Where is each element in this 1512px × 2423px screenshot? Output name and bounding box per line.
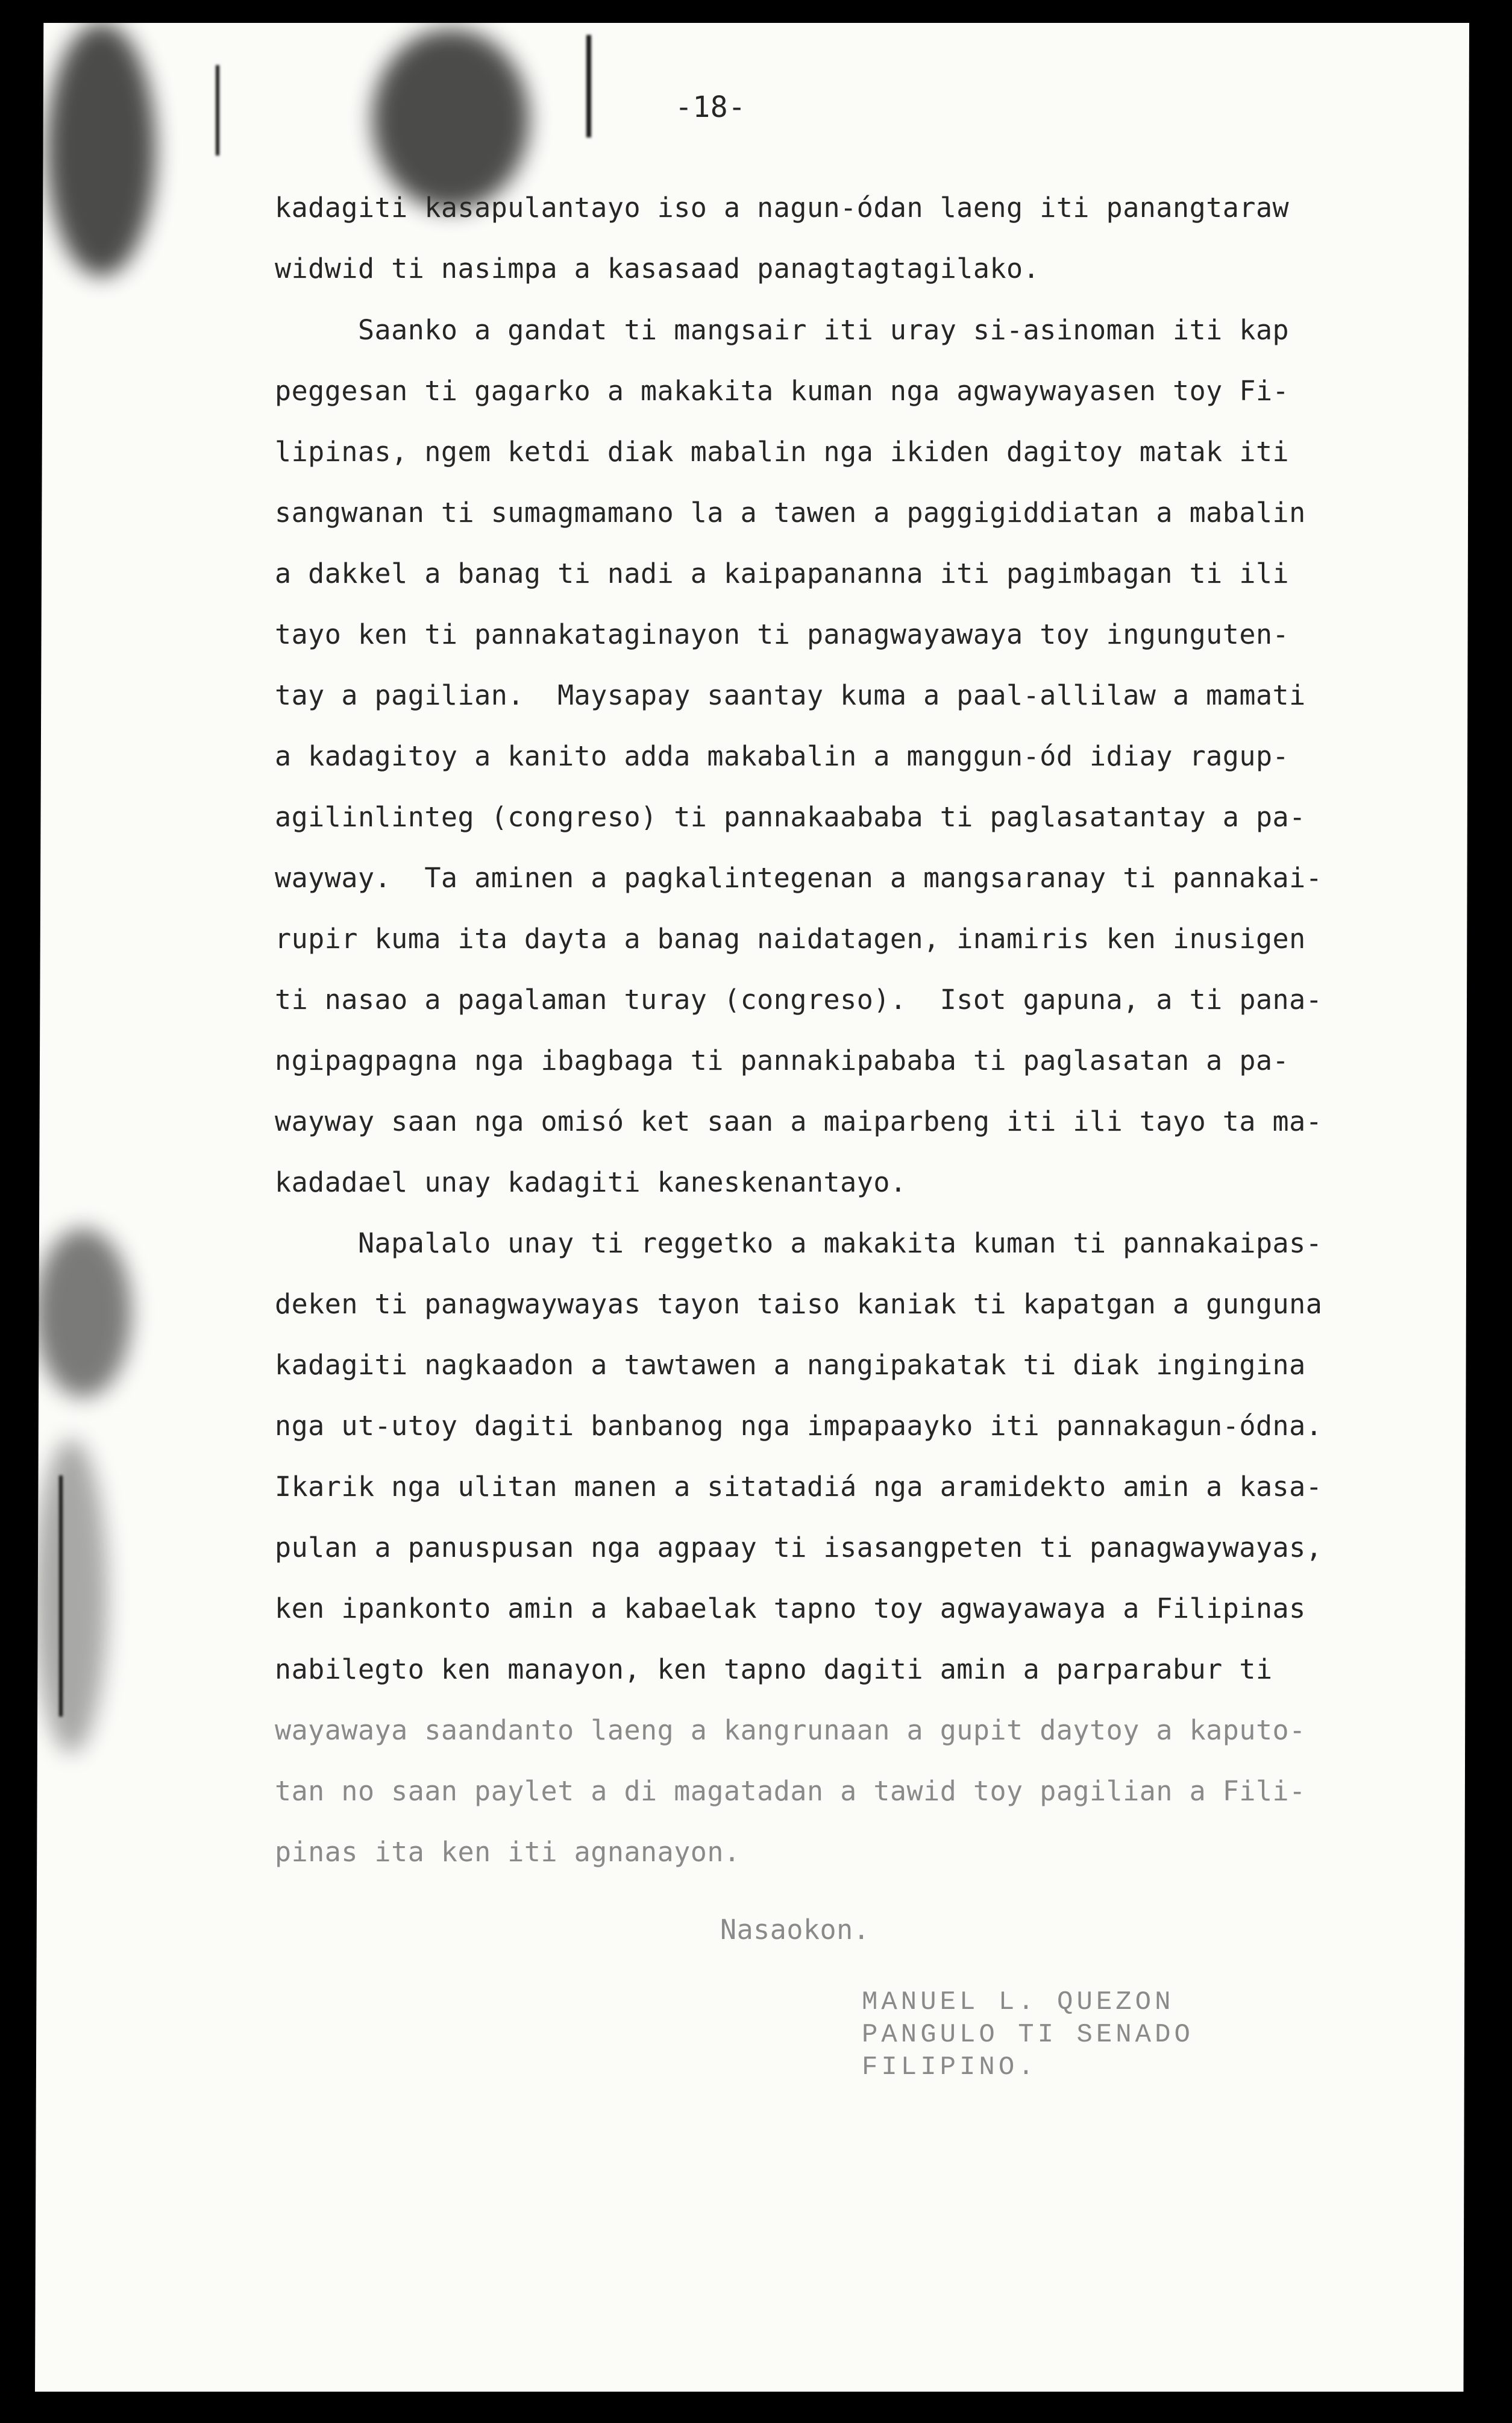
text-line: deken ti panagwaywayas tayon taiso kaniak ti kapatgan a gunguna [275,1288,1323,1320]
text-line: wayway saan nga omisó ket saan a maiparbeng iti ili tayo ta ma- [275,1105,1323,1137]
text-line: agilinlinteg (congreso) ti pannakaababa ti paglasatantay a pa- [275,801,1306,833]
text-line: tay a pagilian. Maysapay saantay kuma a paal-allilaw a mamati [275,679,1306,711]
text-line: ngipagpagna nga ibagbaga ti pannakipababa ti paglasatan a pa- [275,1045,1290,1076]
signature-affiliation: FILIPINO. [862,2052,1038,2082]
text-line: tan no saan paylet a di magatadan a tawid toy pagilian a Fili- [275,1775,1306,1807]
text-line: Napalalo unay ti reggetko a makakita kuman ti pannakaipas- [275,1227,1323,1259]
text-line: lipinas, ngem ketdi diak mabalin nga ikiden dagitoy matak iti [275,436,1290,468]
text-line: a dakkel a banag ti nadi a kaipapananna iti pagimbagan ti ili [275,558,1290,589]
text-line: rupir kuma ita dayta a banag naidatagen, inamiris ken inusigen [275,923,1306,955]
text-line: Saanko a gandat ti mangsair iti uray si-asinoman iti kap [275,314,1290,346]
closing: Nasaokon. [720,1914,870,1946]
signature-name: MANUEL L. QUEZON [862,1987,1175,2017]
page-number: -18- [675,90,746,124]
text-line: Ikarik nga ulitan manen a sitatadiá nga aramidekto amin a kasa- [275,1471,1323,1503]
text-line: nga ut-utoy dagiti banbanog nga impapaayko iti pannakagun-ódna. [275,1410,1323,1442]
text-line: a kadagitoy a kanito adda makabalin a manggun-ód idiay ragup- [275,740,1290,772]
text-line: wayawaya saandanto laeng a kangrunaan a gupit daytoy a kaputo- [275,1714,1306,1746]
text-line: kadadael unay kadagiti kaneskenantayo. [275,1166,907,1198]
text-line: pulan a panuspusan nga agpaay ti isasangpeten ti panagwaywayas, [275,1532,1323,1563]
text-line: tayo ken ti pannakataginayon ti panagwayawaya toy ingunguten- [275,618,1290,650]
text-line: nabilegto ken manayon, ken tapno dagiti amin a parparabur ti [275,1653,1273,1685]
text-line: ken ipankonto amin a kabaelak tapno toy agwayawaya a Filipinas [275,1592,1306,1624]
signature-block [862,1986,1194,2084]
text-line: kadagiti nagkaadon a tawtawen a nangipakatak ti diak ingingina [275,1349,1306,1381]
text-line: wayway. Ta aminen a pagkalintegenan a mangsaranay ti pannakai- [275,862,1323,894]
text-line: ti nasao a pagalaman turay (congreso). Isot gapuna, a ti pana- [275,984,1323,1016]
text-line: pinas ita ken iti agnanayon. [275,1836,741,1868]
text-line: kadagiti kasapulantayo iso a nagun-ódan laeng iti panangtaraw [275,192,1290,224]
signature-title: PANGULO TI SENADO [862,2020,1194,2050]
text-line: peggesan ti gagarko a makakita kuman nga agwaywayasen toy Fi- [275,375,1290,407]
text-line: sangwanan ti sumagmamano la a tawen a paggigiddiatan a mabalin [275,497,1306,529]
text-line: widwid ti nasimpa a kasasaad panagtagtagilako. [275,253,1040,284]
